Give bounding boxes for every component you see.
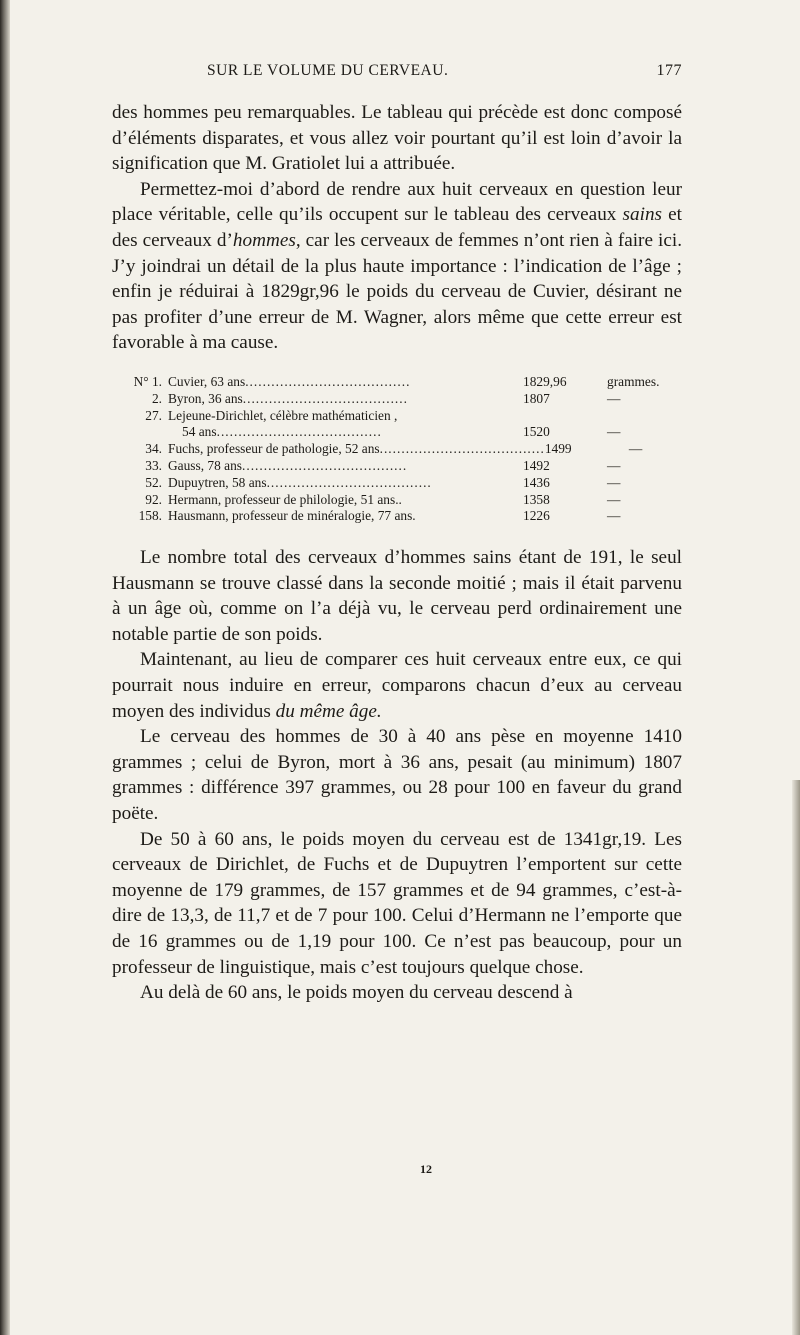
row-number: 158. bbox=[138, 508, 162, 524]
row-description: Dupuytren, 58 ans...................................... bbox=[168, 474, 432, 490]
table-row bbox=[112, 458, 682, 475]
row-unit: — bbox=[607, 474, 621, 490]
row-description: Byron, 36 ans...................................... bbox=[168, 390, 408, 406]
row-weight: 1520 bbox=[523, 424, 550, 440]
page-right-edge bbox=[792, 780, 800, 1335]
paragraph-6: De 50 à 60 ans, le poids moyen du cerveau est de 1341gr,19. Les cerveaux de Dirichlet, de Fuchs et de Dupuytren l’emportent sur cette moyenne de 179 grammes, de 157 grammes et de 94 grammes, c’est-à-dire de 13,3, de 11,7 et de 7 pour 100. Celui d’Hermann ne l’emporte que de 16 grammes ou de 1,19 pour 100. Ce n’est pas beaucoup, pour un professeur de linguistique, mais c’est toujours quelque chose. bbox=[112, 828, 682, 978]
table-row bbox=[112, 475, 682, 492]
paragraph-4 bbox=[112, 647, 682, 724]
table-row bbox=[112, 492, 682, 509]
row-unit: — bbox=[607, 390, 621, 406]
row-weight: 1226 bbox=[523, 508, 550, 524]
running-title: SUR LE VOLUME DU CERVEAU. bbox=[207, 62, 449, 79]
paragraph-2-text-b: et des cerveaux d’ bbox=[112, 204, 683, 251]
paragraph-2-text-c: , car les cerveaux de femmes n’ont rien à faire ici. J’y joindrai un détail de la plus haute importance : l’indication de l’âge ; enfin je réduirai à 1829gr,96 le poids du cerveau de Cuvier, désirant ne pas profiter d’une erreur de M. Wagner, alors même que cette erreur est favorable à ma cause. bbox=[112, 229, 682, 354]
row-weight: 1358 bbox=[523, 491, 550, 507]
row-unit: — bbox=[628, 441, 643, 457]
row-weight: 1499 bbox=[544, 441, 572, 457]
row-unit: — bbox=[607, 457, 621, 473]
table-row bbox=[112, 441, 682, 458]
row-description-continued: 54 ans...................................... bbox=[182, 424, 382, 440]
table-row bbox=[112, 391, 682, 408]
row-number: 34. bbox=[145, 441, 162, 457]
table-row bbox=[112, 408, 682, 425]
row-weight: 1492 bbox=[523, 457, 550, 473]
row-description: Hermann, professeur de philologie, 51 ans.. bbox=[168, 491, 402, 507]
book-gutter-edge bbox=[0, 0, 10, 1335]
row-number: 52. bbox=[145, 474, 162, 490]
paragraph-1: des hommes peu remarquables. Le tableau qui précède est donc composé d’éléments disparates, et vous allez voir pourtant qu’il est loin d’avoir la signification que M. Gratiolet lui a attribuée. bbox=[112, 102, 682, 175]
running-head bbox=[112, 62, 682, 80]
row-unit: grammes. bbox=[607, 373, 660, 389]
paragraph-7: Au delà de 60 ans, le poids moyen du cerveau descend à bbox=[140, 982, 573, 1004]
signature-mark: 12 bbox=[420, 1162, 432, 1176]
row-weight: 1436 bbox=[523, 474, 550, 490]
row-weight: 1829,96 bbox=[523, 373, 567, 389]
paragraph-2-emphasis-hommes: hommes bbox=[232, 229, 296, 251]
row-description: Cuvier, 63 ans...................................... bbox=[168, 373, 411, 389]
paragraph-2 bbox=[112, 177, 682, 356]
brain-weight-table bbox=[112, 374, 682, 525]
row-number: 92. bbox=[145, 491, 162, 507]
book-page bbox=[112, 62, 682, 1006]
row-number: 27. bbox=[145, 407, 162, 423]
table-row-continuation bbox=[112, 424, 682, 441]
paragraph-5: Le cerveau des hommes de 30 à 40 ans pèse en moyenne 1410 grammes ; celui de Byron, mort à 36 ans, pesait (au minimum) 1807 grammes : différence 397 grammes, ou 28 pour 100 en faveur du grand poëte. bbox=[112, 726, 682, 825]
paragraph-4-text: Maintenant, au lieu de comparer ces huit cerveaux entre eux, ce qui pourrait nous induire en erreur, comparons chacun d’eux au cerveau moyen des individus bbox=[112, 649, 682, 722]
row-number: 2. bbox=[151, 390, 162, 406]
table-row bbox=[112, 374, 682, 391]
row-description: Gauss, 78 ans...................................... bbox=[168, 457, 408, 473]
row-number: 33. bbox=[145, 457, 162, 473]
paragraph-2-text-a: Permettez-moi d’abord de rendre aux huit cerveaux en question leur place véritable, celle qu’ils occupent sur le tableau des cerveaux bbox=[112, 178, 682, 226]
row-unit: — bbox=[607, 424, 621, 440]
page-number: 177 bbox=[656, 62, 682, 79]
paragraph-2-emphasis-sains: sains bbox=[622, 204, 662, 226]
row-weight: 1807 bbox=[523, 390, 550, 406]
paragraph-4-emphasis: du même âge. bbox=[275, 700, 382, 722]
row-unit: — bbox=[607, 491, 621, 507]
row-description: Hausmann, professeur de minéralogie, 77 ans. bbox=[168, 508, 416, 524]
row-unit: — bbox=[607, 508, 621, 524]
row-description: Lejeune-Dirichlet, célèbre mathématicien , bbox=[168, 407, 398, 423]
row-number: N° 1. bbox=[133, 373, 162, 389]
paragraph-3: Le nombre total des cerveaux d’hommes sains étant de 191, le seul Hausmann se trouve classé dans la seconde moitié ; mais il était parvenu à un âge où, comme on l’a déjà vu, le cerveau perd ordinairement une notable partie de son poids. bbox=[112, 547, 682, 645]
row-description: Fuchs, professeur de pathologie, 52 ans...................................... bbox=[168, 441, 545, 457]
table-row bbox=[112, 508, 682, 525]
